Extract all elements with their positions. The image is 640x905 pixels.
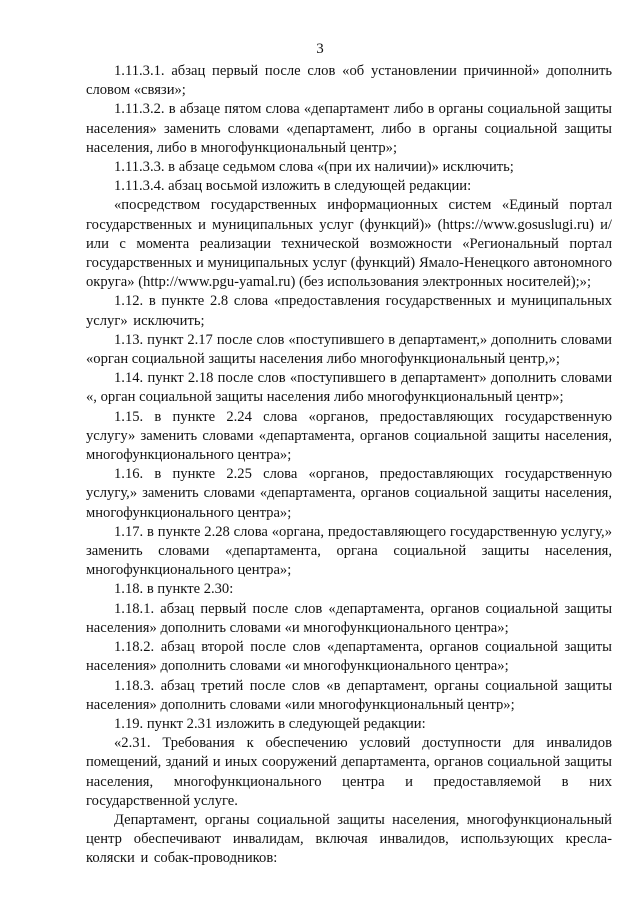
paragraph-1-19: 1.19. пункт 2.31 изложить в следующей редакции:	[114, 715, 426, 732]
paragraph-1-18-3: 1.18.3. абзац третий после слов «в департамент, органы социальной защиты населения» дополнить словами «или многофункциональный центр»;	[86, 677, 612, 713]
document-body	[86, 62, 612, 869]
paragraph-2-31: «2.31. Требования к обеспечению условий доступности для инвалидов помещений, зданий и иных сооружений департамента, органов социальной защиты населения, многофункционального центра и предоставляемой в них государственной услуге.	[86, 735, 612, 809]
paragraph-1-11-3-3: 1.11.3.3. в абзаце седьмом слова «(при их наличии)» исключить;	[114, 159, 514, 176]
paragraph-quoted-new-text: «посредством государственных информационных систем «Единый портал государственных и муниципальных услуг (функций)» (https://www.gosuslugi.ru) и/или с момента реализации технической возможности «Региональный портал государственных и муниципальных услуг (функций) Ямало-Ненецкого автономного округа» (http://www.pgu-yamal.ru) (без использования электронных носителей);»;	[86, 197, 612, 291]
paragraph-1-14: 1.14. пункт 2.18 после слов «поступившего в департамент» дополнить словами «, орган социальной защиты населения либо многофункциональный центр»;	[86, 370, 612, 406]
paragraph-1-15: 1.15. в пункте 2.24 слова «органов, предоставляющих государственную услугу» заменить словами «департамента, органов социальной защиты населения, многофункционального центра»;	[86, 408, 612, 464]
paragraph-1-13: 1.13. пункт 2.17 после слов «поступившего в департамент,» дополнить словами «орган социальной защиты населения либо многофункциональный центр,»;	[86, 331, 612, 368]
paragraph-1-18: 1.18. в пункте 2.30:	[114, 581, 234, 598]
paragraph-1-18-1: 1.18.1. абзац первый после слов «департамента, органов социальной защиты населения» дополнить словами «и многофункционального центра»;	[86, 600, 612, 636]
paragraph-1-11-3-2: 1.11.3.2. в абзаце пятом слова «департамент либо в органы социальной защиты населения» заменить словами «департамент, либо в органы социальной защиты населения, либо в многофункциональный центр»;	[86, 101, 612, 156]
paragraph-1-11-3-1: 1.11.3.1. абзац первый после слов «об установлении причинной» дополнить словом «связи»;	[86, 63, 612, 99]
paragraph-1-18-2: 1.18.2. абзац второй после слов «департамента, органов социальной защиты населения» дополнить словами «и многофункционального центра»;	[86, 639, 612, 675]
paragraph-department-duties: Департамент, органы социальной защиты населения, многофункциональный центр обеспечивают инвалидам, включая инвалидов, использующих кресла-коляски и собак-проводников:	[86, 811, 612, 867]
paragraph-1-17: 1.17. в пункте 2.28 слова «органа, предоставляющего государственную услугу,» заменить словами «департамента, органа социальной защиты населения, многофункционального центра»;	[86, 523, 612, 579]
paragraph-1-11-3-4: 1.11.3.4. абзац восьмой изложить в следующей редакции:	[114, 178, 472, 195]
paragraph-1-12: 1.12. в пункте 2.8 слова «предоставления государственных и муниципальных услуг» исключить;	[86, 293, 612, 329]
page-number: 3	[316, 41, 324, 57]
paragraph-1-16: 1.16. в пункте 2.25 слова «органов, предоставляющих государственную услугу,» заменить словами «департамента, органов социальной защиты населения, многофункционального центра»;	[86, 466, 612, 521]
